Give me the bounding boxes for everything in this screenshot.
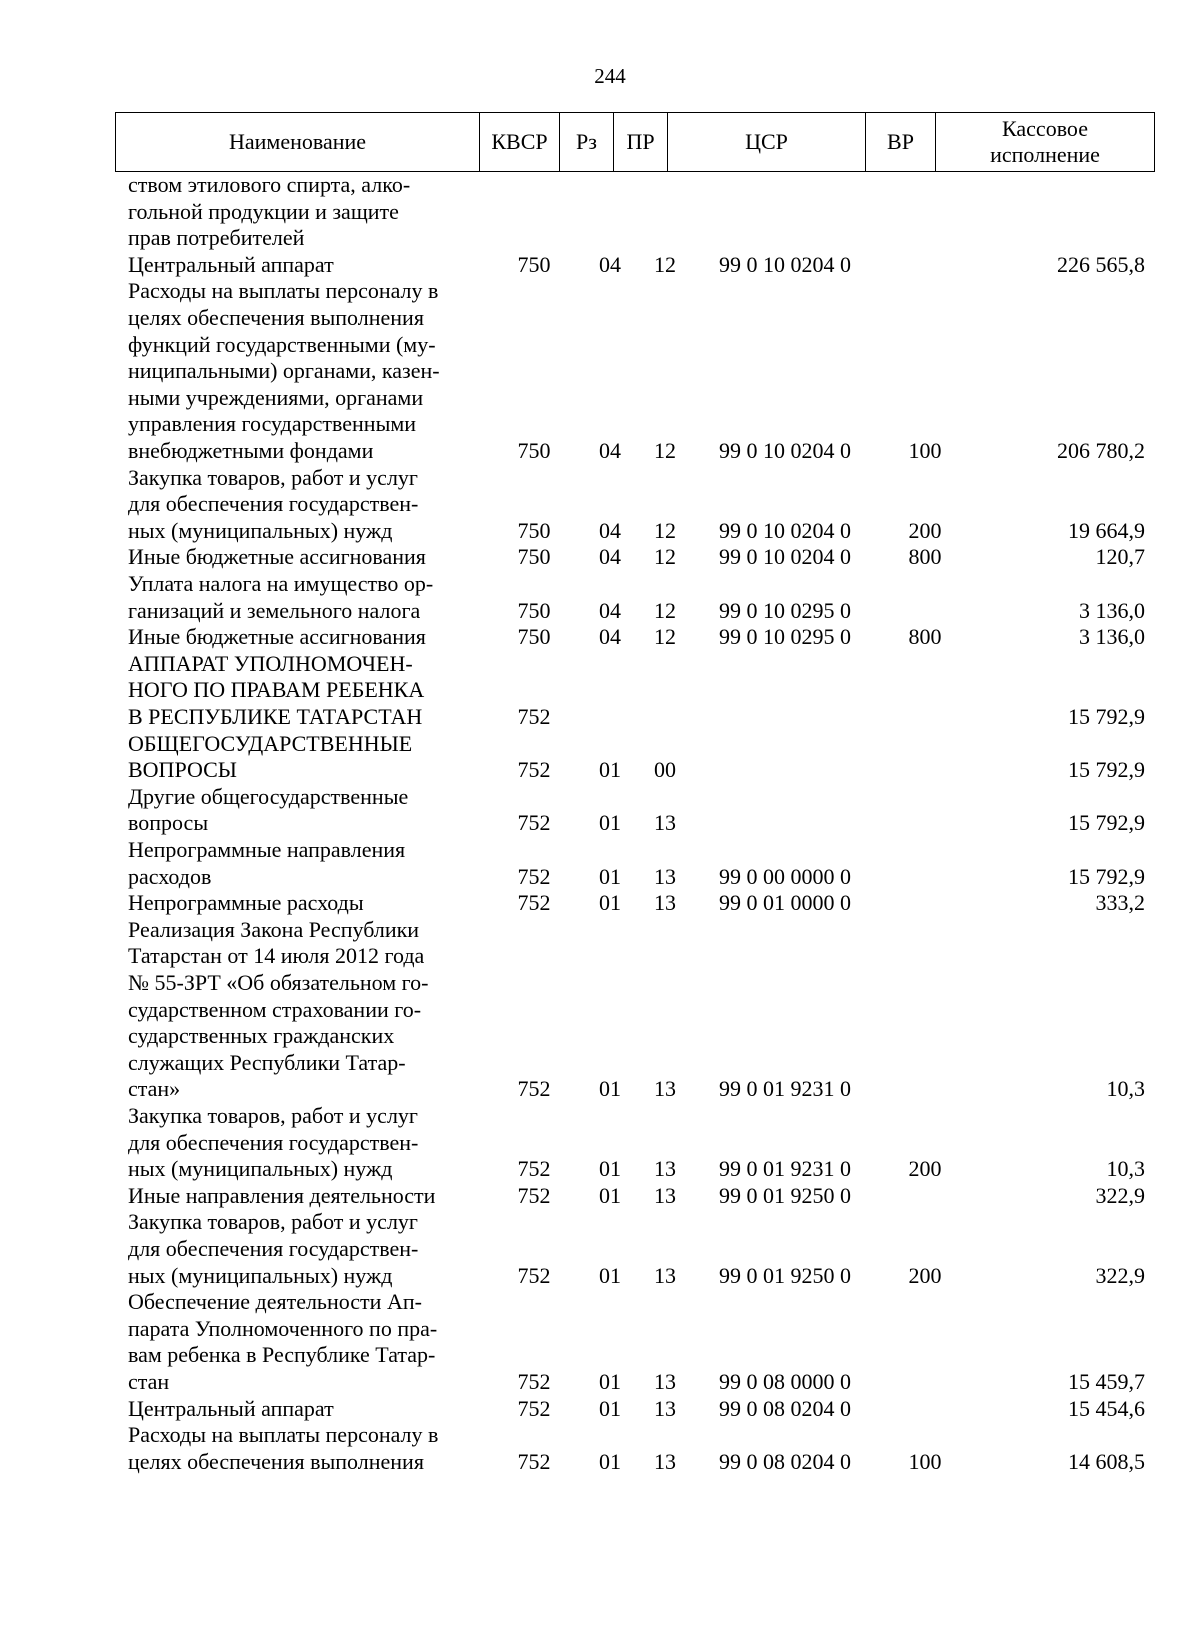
row-name: Уплата налога на имущество ор- ганизаций и земельного налога (128, 571, 434, 623)
row-pr: 12 (654, 544, 676, 570)
row-amount: 322,9 (1095, 1182, 1145, 1208)
row-name: Закупка товаров, работ и услуг для обеспечения государствен- ных (муниципальных) нужд (128, 1209, 419, 1288)
row-pr: 12 (654, 624, 676, 650)
row-csr: 99 0 08 0204 0 (719, 1448, 851, 1474)
row-kvsr: 752 (517, 1156, 551, 1182)
row-pr: 12 (654, 597, 676, 623)
header-vr: ВР (866, 113, 936, 171)
row-name: ством этилового спирта, алко- гольной продукции и защите прав потребителей (128, 172, 411, 251)
header-name: Наименование (116, 113, 480, 171)
row-kvsr: 750 (517, 597, 551, 623)
row-name: Центральный аппарат (128, 251, 334, 277)
row-rz: 01 (599, 1368, 621, 1394)
row-pr: 13 (654, 1156, 676, 1182)
table-row (0, 544, 1200, 571)
row-csr: 99 0 01 0000 0 (719, 890, 851, 916)
row-kvsr: 752 (517, 757, 551, 783)
row-name: Непрограммные расходы (128, 890, 364, 916)
row-rz: 01 (599, 810, 621, 836)
row-amount: 15 459,7 (1068, 1368, 1145, 1394)
row-rz: 01 (599, 1076, 621, 1102)
row-kvsr: 752 (517, 1395, 551, 1421)
row-kvsr: 750 (517, 251, 551, 277)
row-amount: 15 792,9 (1068, 810, 1145, 836)
row-vr: 200 (908, 1156, 942, 1182)
row-name: Другие общегосударственные вопросы (128, 783, 409, 836)
row-name: Расходы на выплаты персоналу в целях обеспечения выполнения (128, 1422, 439, 1474)
row-kvsr: 750 (517, 517, 551, 543)
row-name: Закупка товаров, работ и услуг для обеспечения государствен- ных (муниципальных) нужд (128, 1103, 419, 1182)
row-csr: 99 0 10 0204 0 (719, 544, 851, 570)
table-row (0, 465, 1200, 545)
row-csr: 99 0 01 9231 0 (719, 1156, 851, 1182)
row-name: Реализация Закона Республики Татарстан от 14 июля 2012 года № 55-ЗРТ «Об обязательном го- сударственном страховании го- сударственных гражданских служащих Республики Татар- стан» (128, 916, 429, 1102)
table-row (0, 624, 1200, 651)
row-pr: 13 (654, 863, 676, 889)
row-kvsr: 752 (517, 1182, 551, 1208)
table-row (0, 1396, 1200, 1423)
row-rz: 04 (599, 437, 621, 463)
row-amount: 15 792,9 (1068, 863, 1145, 889)
table-row (0, 1103, 1200, 1183)
row-amount: 15 454,6 (1068, 1395, 1145, 1421)
table-header (115, 112, 1155, 172)
header-rz: Рз (560, 113, 614, 171)
row-name: Иные бюджетные ассигнования (128, 544, 426, 570)
row-rz: 04 (599, 251, 621, 277)
row-csr: 99 0 10 0204 0 (719, 517, 851, 543)
table-row (0, 651, 1200, 731)
row-amount: 322,9 (1095, 1262, 1145, 1288)
row-name: Иные направления деятельности (128, 1182, 436, 1208)
row-csr: 99 0 01 9250 0 (719, 1262, 851, 1288)
row-csr: 99 0 10 0204 0 (719, 437, 851, 463)
row-pr: 13 (654, 1182, 676, 1208)
row-rz: 04 (599, 544, 621, 570)
table-row (0, 731, 1200, 784)
header-csr: ЦСР (668, 113, 866, 171)
row-kvsr: 752 (517, 1262, 551, 1288)
table-row (0, 252, 1200, 279)
row-kvsr: 752 (517, 810, 551, 836)
row-rz: 04 (599, 597, 621, 623)
row-rz: 01 (599, 1448, 621, 1474)
row-pr: 13 (654, 890, 676, 916)
row-amount: 19 664,9 (1068, 517, 1145, 543)
row-csr: 99 0 01 9250 0 (719, 1182, 851, 1208)
row-kvsr: 752 (517, 863, 551, 889)
header-kvsr: КВСР (480, 113, 560, 171)
table-row (0, 837, 1200, 890)
row-name: Центральный аппарат (128, 1395, 334, 1421)
row-name: Обеспечение деятельности Ап- парата Уполномоченного по пра- вам ребенка в Республике Татар- стан (128, 1289, 438, 1394)
table-row (0, 571, 1200, 624)
table-row (0, 917, 1200, 1103)
row-csr: 99 0 10 0295 0 (719, 597, 851, 623)
row-vr: 800 (908, 624, 942, 650)
table-row (0, 1422, 1200, 1475)
row-pr: 13 (654, 1368, 676, 1394)
table-row (0, 1209, 1200, 1289)
table-row (0, 784, 1200, 837)
row-amount: 226 565,8 (1057, 251, 1145, 277)
row-kvsr: 750 (517, 624, 551, 650)
row-amount: 10,3 (1106, 1076, 1145, 1102)
row-kvsr: 750 (517, 544, 551, 570)
row-amount: 10,3 (1106, 1156, 1145, 1182)
row-pr: 12 (654, 517, 676, 543)
row-vr: 100 (908, 437, 942, 463)
row-rz: 04 (599, 624, 621, 650)
row-name: АППАРАТ УПОЛНОМОЧЕН- НОГО ПО ПРАВАМ РЕБЕНКА В РЕСПУБЛИКЕ ТАТАРСТАН (128, 650, 425, 729)
row-name: ОБЩЕГОСУДАРСТВЕННЫЕ ВОПРОСЫ (128, 730, 413, 783)
row-pr: 13 (654, 1262, 676, 1288)
row-rz: 01 (599, 890, 621, 916)
row-pr: 13 (654, 1395, 676, 1421)
table-row (0, 172, 1200, 252)
row-pr: 00 (654, 757, 676, 783)
row-rz: 01 (599, 1395, 621, 1421)
row-rz: 04 (599, 517, 621, 543)
row-amount: 120,7 (1095, 544, 1145, 570)
header-pr: ПР (614, 113, 668, 171)
row-rz: 01 (599, 863, 621, 889)
table-row (0, 890, 1200, 917)
row-amount: 206 780,2 (1057, 437, 1145, 463)
row-csr: 99 0 00 0000 0 (719, 863, 851, 889)
row-csr: 99 0 08 0204 0 (719, 1395, 851, 1421)
row-kvsr: 752 (517, 703, 551, 729)
table-row (0, 1289, 1200, 1395)
header-amount: Кассовое исполнение (990, 116, 1100, 167)
row-kvsr: 752 (517, 1076, 551, 1102)
row-name: Расходы на выплаты персоналу в целях обеспечения выполнения функций государственными (му- ниципальными) органами, казен- ными учреждениями, органами управления государственными внебюджетными фондами (128, 278, 440, 463)
row-vr: 200 (908, 1262, 942, 1288)
row-pr: 13 (654, 1076, 676, 1102)
row-pr: 13 (654, 810, 676, 836)
row-rz: 01 (599, 1182, 621, 1208)
row-pr: 12 (654, 437, 676, 463)
row-pr: 13 (654, 1448, 676, 1474)
row-name: Иные бюджетные ассигнования (128, 624, 426, 650)
row-vr: 100 (908, 1448, 942, 1474)
row-csr: 99 0 08 0000 0 (719, 1368, 851, 1394)
row-kvsr: 752 (517, 890, 551, 916)
row-vr: 200 (908, 517, 942, 543)
row-rz: 01 (599, 1262, 621, 1288)
row-csr: 99 0 10 0295 0 (719, 624, 851, 650)
row-kvsr: 750 (517, 437, 551, 463)
row-kvsr: 752 (517, 1368, 551, 1394)
page-number: 244 (594, 64, 626, 88)
row-name: Непрограммные направления расходов (128, 837, 406, 889)
row-rz: 01 (599, 1156, 621, 1182)
row-amount: 3 136,0 (1079, 597, 1145, 623)
row-csr: 99 0 01 9231 0 (719, 1076, 851, 1102)
row-rz: 01 (599, 757, 621, 783)
row-amount: 14 608,5 (1068, 1448, 1145, 1474)
row-kvsr: 752 (517, 1448, 551, 1474)
row-vr: 800 (908, 544, 942, 570)
row-pr: 12 (654, 251, 676, 277)
table-row (0, 1183, 1200, 1210)
row-name: Закупка товаров, работ и услуг для обеспечения государствен- ных (муниципальных) нужд (128, 464, 419, 543)
row-amount: 333,2 (1095, 890, 1145, 916)
row-amount: 3 136,0 (1079, 624, 1145, 650)
row-amount: 15 792,9 (1068, 703, 1145, 729)
row-csr: 99 0 10 0204 0 (719, 251, 851, 277)
row-amount: 15 792,9 (1068, 757, 1145, 783)
table-row (0, 278, 1200, 464)
